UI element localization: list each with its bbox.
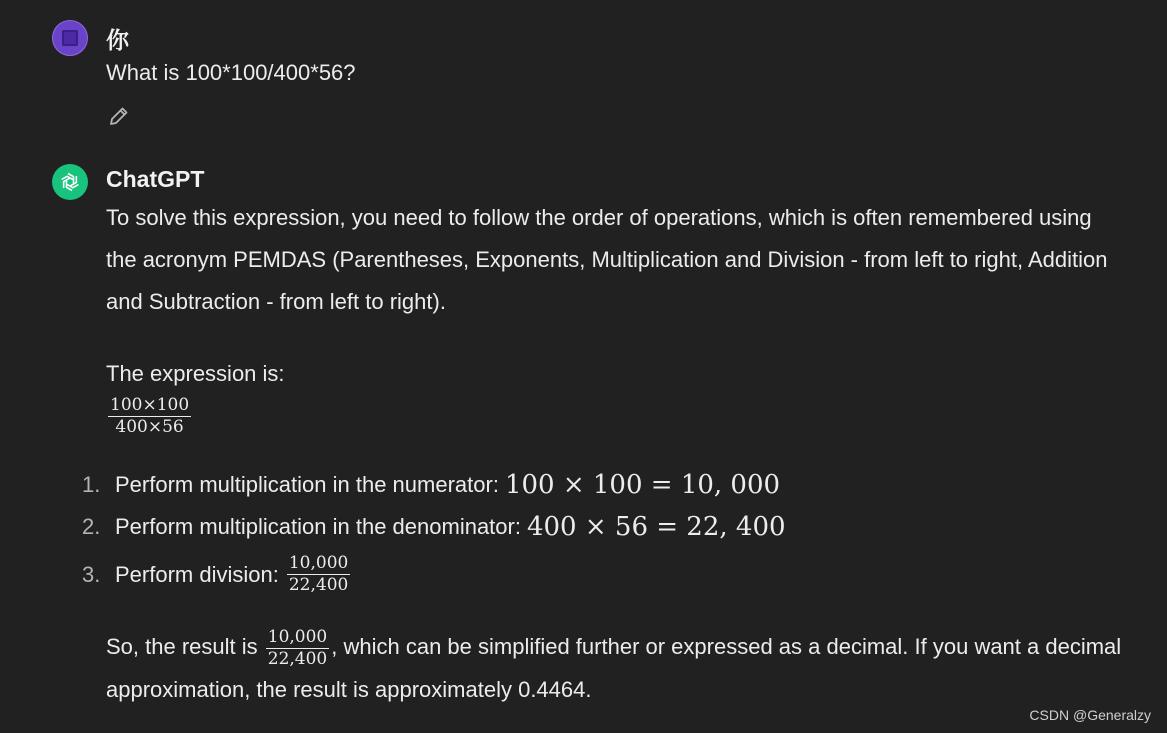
list-item — [82, 512, 786, 542]
assistant-intro: To solve this expression, you need to follow the order of operations, which is often remembered using the acronym PEMDAS (Parentheses, Exponents, Multiplication and Division - from left to right, Addition and Subtraction - from left to right). — [106, 205, 1108, 314]
assistant-name: ChatGPT — [106, 166, 205, 192]
step-number: 2. — [82, 514, 101, 539]
step-fraction-denominator: 22,400 — [288, 575, 349, 595]
step-number: 3. — [82, 561, 101, 587]
step-math: 100 × 100 = 10, 000 — [504, 470, 781, 500]
expression-label: The expression is: — [106, 361, 285, 386]
pencil-icon[interactable] — [107, 104, 131, 128]
step-text: Perform multiplication in the numerator: — [115, 472, 499, 497]
user-avatar-glyph — [62, 30, 78, 46]
step-math: 400 × 56 = 22, 400 — [526, 512, 786, 542]
result-paragraph — [106, 626, 1126, 711]
step-fraction — [287, 554, 350, 595]
watermark: CSDN @Generalzy — [1029, 707, 1151, 723]
result-suffix: , which can be simplified further or expressed as a decimal. If you want a decimal approximation, the result is approximately 0.4464. — [106, 634, 1122, 702]
expression-fraction — [106, 396, 193, 437]
user-avatar-icon — [52, 20, 88, 56]
user-name: 你 — [106, 27, 129, 53]
list-item — [82, 554, 352, 595]
step-text: Perform multiplication in the denominator: — [115, 514, 521, 539]
result-fraction-numerator: 10,000 — [267, 626, 328, 647]
result-prefix: So, the result is — [106, 634, 258, 659]
step-number: 1. — [82, 472, 101, 497]
expression-numerator: 100×100 — [110, 395, 190, 415]
result-fraction — [266, 628, 329, 669]
step-text: Perform division: — [115, 561, 279, 587]
step-fraction-numerator: 10,000 — [288, 553, 349, 573]
list-item — [82, 470, 780, 500]
user-question: What is 100*100/400*56? — [106, 60, 356, 85]
openai-logo-icon — [52, 164, 88, 200]
result-fraction-denominator: 22,400 — [267, 648, 328, 669]
expression-denominator: 400×56 — [115, 417, 184, 437]
